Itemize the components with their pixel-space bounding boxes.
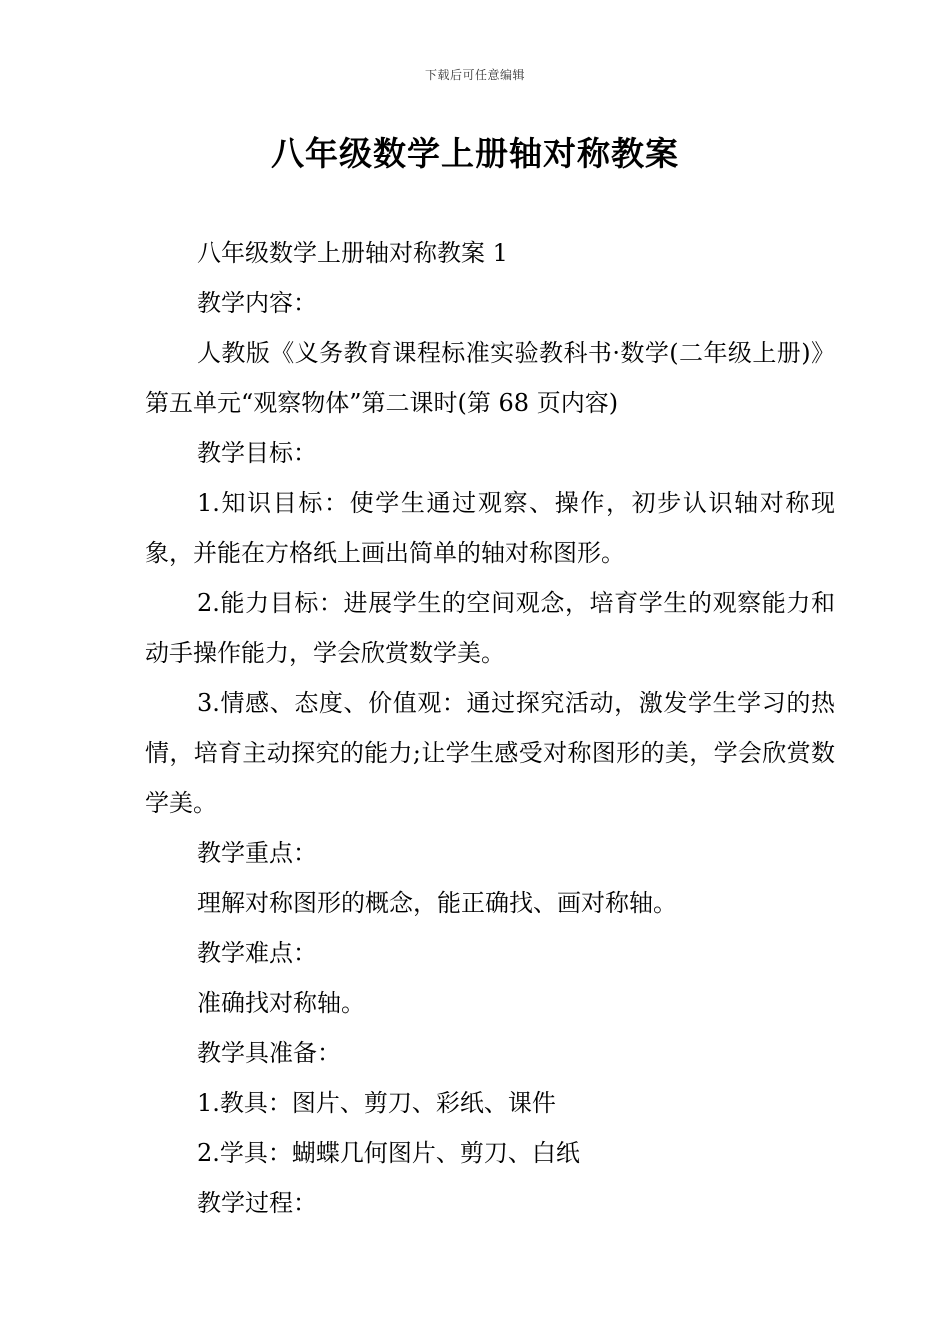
section-label-key-points: 教学重点： xyxy=(197,839,317,867)
lesson-heading: 八年级数学上册轴对称教案 1 xyxy=(197,239,508,267)
document-title: 八年级数学上册轴对称教案 xyxy=(271,134,679,173)
key-points-text: 理解对称图形的概念，能正确找、画对称轴。 xyxy=(197,889,677,917)
objective-ability: 2.能力目标：进展学生的空间观念，培育学生的观察能力和动手操作能力，学会欣赏数学美。 xyxy=(145,589,835,667)
materials-teacher: 1.教具：图片、剪刀、彩纸、课件 xyxy=(197,1089,556,1117)
difficulties-text: 准确找对称轴。 xyxy=(197,989,365,1017)
objective-knowledge: 1.知识目标：使学生通过观察、操作，初步认识轴对称现象，并能在方格纸上画出简单的轴对称图形。 xyxy=(145,489,835,567)
objective-emotion: 3.情感、态度、价值观：通过探究活动，激发学生学习的热情，培育主动探究的能力;让学生感受对称图形的美，学会欣赏数学美。 xyxy=(145,689,835,817)
content-description: 人教版《义务教育课程标准实验教科书·数学(二年级上册)》第五单元“观察物体”第二课时(第 68 页内容) xyxy=(145,339,835,417)
document-body xyxy=(145,228,835,1228)
section-label-materials: 教学具准备： xyxy=(197,1039,341,1067)
section-label-process: 教学过程： xyxy=(197,1189,317,1217)
header-note: 下载后可任意编辑 xyxy=(424,68,525,82)
materials-student: 2.学具：蝴蝶几何图片、剪刀、白纸 xyxy=(197,1139,580,1167)
section-label-content: 教学内容： xyxy=(197,289,317,317)
section-label-objectives: 教学目标： xyxy=(197,439,317,467)
section-label-difficulties: 教学难点： xyxy=(197,939,317,967)
